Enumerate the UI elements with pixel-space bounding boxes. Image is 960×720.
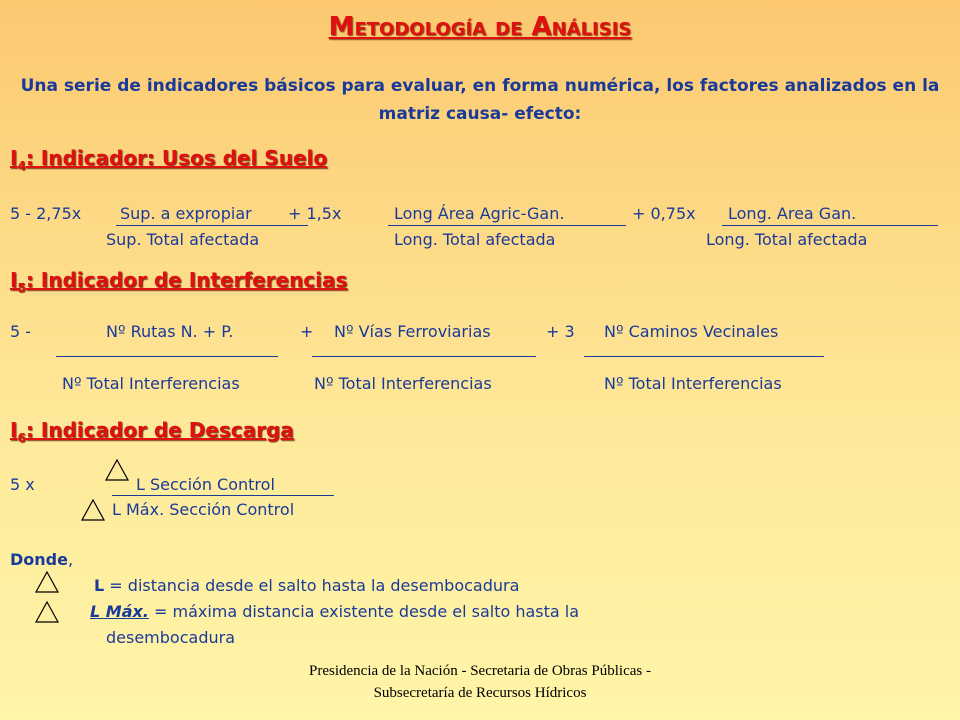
donde-word: Donde: [10, 550, 68, 569]
i5-denominator-1: Nº Total Interferencias: [62, 374, 240, 393]
i6-prefix: 5 x: [10, 475, 35, 494]
l-definition: [94, 576, 519, 595]
i4-subscript: 4: [17, 159, 26, 173]
i5-operator-2: + 3: [546, 322, 575, 341]
i5-operator-1: +: [300, 322, 314, 341]
i4-letter: I: [10, 146, 18, 170]
i6-fraction-line: [112, 495, 334, 496]
l-definition-text: = distancia desde el salto hasta la desembocadura: [109, 576, 520, 595]
page-title: Metodología de Análisis: [328, 12, 632, 42]
footer-credit: Presidencia de la Nación - Secretaria de Obras Públicas - Subsecretaría de Recursos Hídricos: [309, 663, 651, 701]
lmax-definition: [90, 602, 579, 621]
i4-title: : Indicador: Usos del Suelo: [25, 146, 328, 170]
i4-fraction-line-3: [722, 225, 938, 226]
i5-numerator-3: Nº Caminos Vecinales: [604, 322, 779, 341]
i4-numerator-1: Sup. a expropiar: [120, 204, 252, 223]
delta-icon: [104, 458, 130, 482]
delta-icon: [80, 498, 106, 522]
i5-fraction-line-3: [584, 356, 824, 357]
i4-operator-2: + 0,75x: [632, 204, 696, 223]
i6-denominator: L Máx. Sección Control: [112, 500, 295, 519]
donde-label: [10, 550, 73, 569]
indicator-i4-heading: [10, 146, 327, 173]
i5-letter: I: [10, 268, 18, 292]
i4-fraction-line-2: [388, 225, 626, 226]
i5-fraction-line-1: [56, 356, 278, 357]
i5-subscript: 5: [17, 281, 26, 295]
i5-numerator-1: Nº Rutas N. + P.: [106, 322, 234, 341]
i6-subscript: 6: [17, 431, 26, 445]
lmax-definition-continued: desembocadura: [106, 628, 235, 647]
i6-numerator: L Sección Control: [136, 475, 275, 494]
i6-letter: I: [10, 418, 18, 442]
i5-title: : Indicador de Interferencias: [25, 268, 348, 292]
lmax-symbol: L Máx.: [90, 602, 149, 621]
i5-denominator-3: Nº Total Interferencias: [604, 374, 782, 393]
indicator-i5-heading: [10, 268, 347, 295]
lmax-definition-text: = máxima distancia existente desde el salto hasta la: [153, 602, 580, 621]
delta-icon: [34, 600, 60, 624]
i4-denominator-1: Sup. Total afectada: [106, 230, 260, 249]
i4-prefix: 5 - 2,75x: [10, 204, 82, 223]
i4-numerator-2: Long Área Agric-Gan.: [394, 204, 565, 223]
indicator-i6-heading: [10, 418, 294, 445]
i5-denominator-2: Nº Total Interferencias: [314, 374, 492, 393]
i5-fraction-line-2: [312, 356, 536, 357]
i6-title: : Indicador de Descarga: [25, 418, 294, 442]
i4-denominator-3: Long. Total afectada: [706, 230, 868, 249]
i5-prefix: 5 -: [10, 322, 32, 341]
delta-icon: [34, 570, 60, 594]
l-symbol: L: [94, 576, 105, 595]
i4-operator-1: + 1,5x: [288, 204, 342, 223]
i4-fraction-line-1: [116, 225, 308, 226]
subtitle: Una serie de indicadores básicos para evaluar, en forma numérica, los factores analizados en la matriz causa- efecto:: [20, 76, 940, 124]
i4-denominator-2: Long. Total afectada: [394, 230, 556, 249]
donde-comma: ,: [67, 550, 74, 569]
i5-numerator-2: Nº Vías Ferroviarias: [334, 322, 491, 341]
i4-numerator-3: Long. Area Gan.: [728, 204, 857, 223]
